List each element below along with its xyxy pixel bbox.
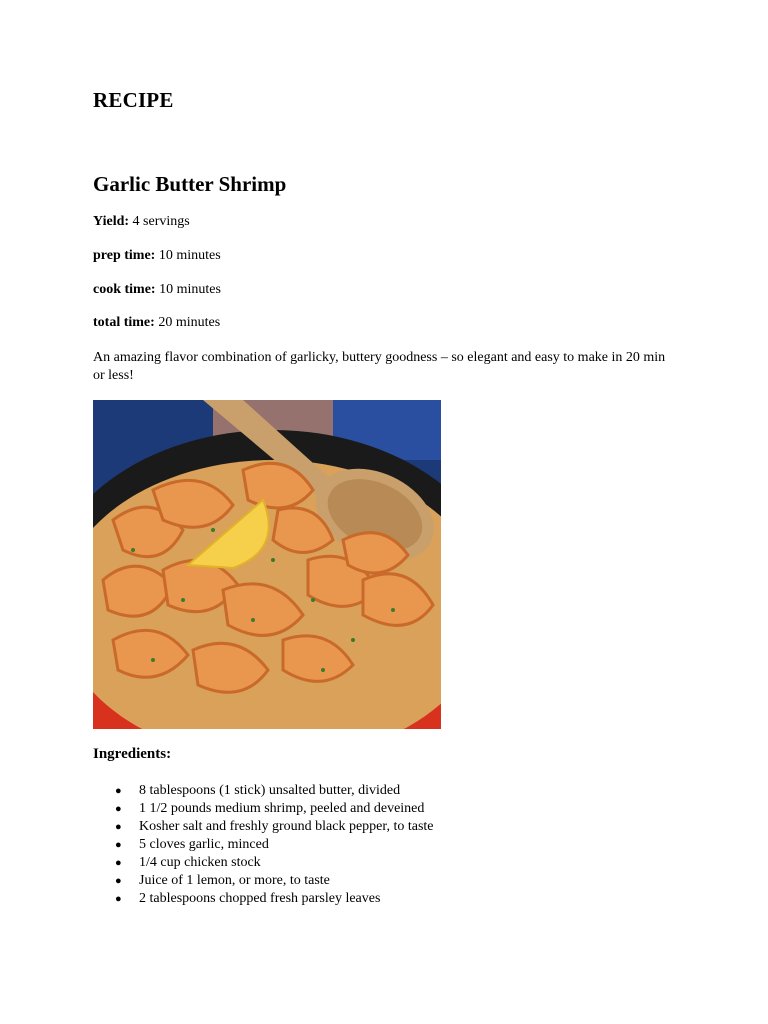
total-time-label: total time: <box>93 315 155 330</box>
cook-time-line <box>93 282 221 298</box>
ingredient-text: Juice of 1 lemon, or more, to taste <box>139 873 330 888</box>
list-item <box>93 890 434 908</box>
shrimp-skillet-illustration <box>93 400 441 729</box>
list-item <box>93 854 434 872</box>
ingredient-text: 1 1/2 pounds medium shrimp, peeled and deveined <box>139 801 425 816</box>
prep-time-value: 10 minutes <box>158 248 221 263</box>
bullet-icon: ● <box>115 821 122 833</box>
ingredient-text: 8 tablespoons (1 stick) unsalted butter, divided <box>139 783 401 798</box>
ingredients-list <box>93 782 434 908</box>
list-item <box>93 818 434 836</box>
ingredients-heading: Ingredients: <box>93 746 172 762</box>
list-item <box>93 872 434 890</box>
list-item <box>93 800 434 818</box>
ingredient-text: Kosher salt and freshly ground black pepper, to taste <box>139 819 434 834</box>
bullet-icon: ● <box>115 893 122 905</box>
yield-label: Yield: <box>93 214 130 229</box>
list-item <box>93 836 434 854</box>
prep-time-label: prep time: <box>93 248 156 263</box>
ingredient-text: 1/4 cup chicken stock <box>139 855 261 870</box>
ingredient-text: 2 tablespoons chopped fresh parsley leaves <box>139 891 381 906</box>
bullet-icon: ● <box>115 839 122 851</box>
bullet-icon: ● <box>115 857 122 869</box>
list-item <box>93 782 434 800</box>
ingredient-text: 5 cloves garlic, minced <box>139 837 269 852</box>
cook-time-value: 10 minutes <box>159 282 221 297</box>
prep-time-line <box>93 248 221 264</box>
recipe-description: An amazing flavor combination of garlicky, buttery goodness – so elegant and easy to make in 20 min or less! <box>93 350 666 383</box>
cook-time-label: cook time: <box>93 282 156 297</box>
yield-line <box>93 214 190 230</box>
recipe-title: Garlic Butter Shrimp <box>93 172 287 196</box>
bullet-icon: ● <box>115 803 122 815</box>
yield-value: 4 servings <box>132 214 190 229</box>
bullet-icon: ● <box>115 875 122 887</box>
total-time-line <box>93 315 220 331</box>
total-time-value: 20 minutes <box>158 315 221 330</box>
bullet-icon: ● <box>115 785 122 797</box>
document-heading: RECIPE <box>93 88 174 112</box>
recipe-photo <box>93 400 441 729</box>
